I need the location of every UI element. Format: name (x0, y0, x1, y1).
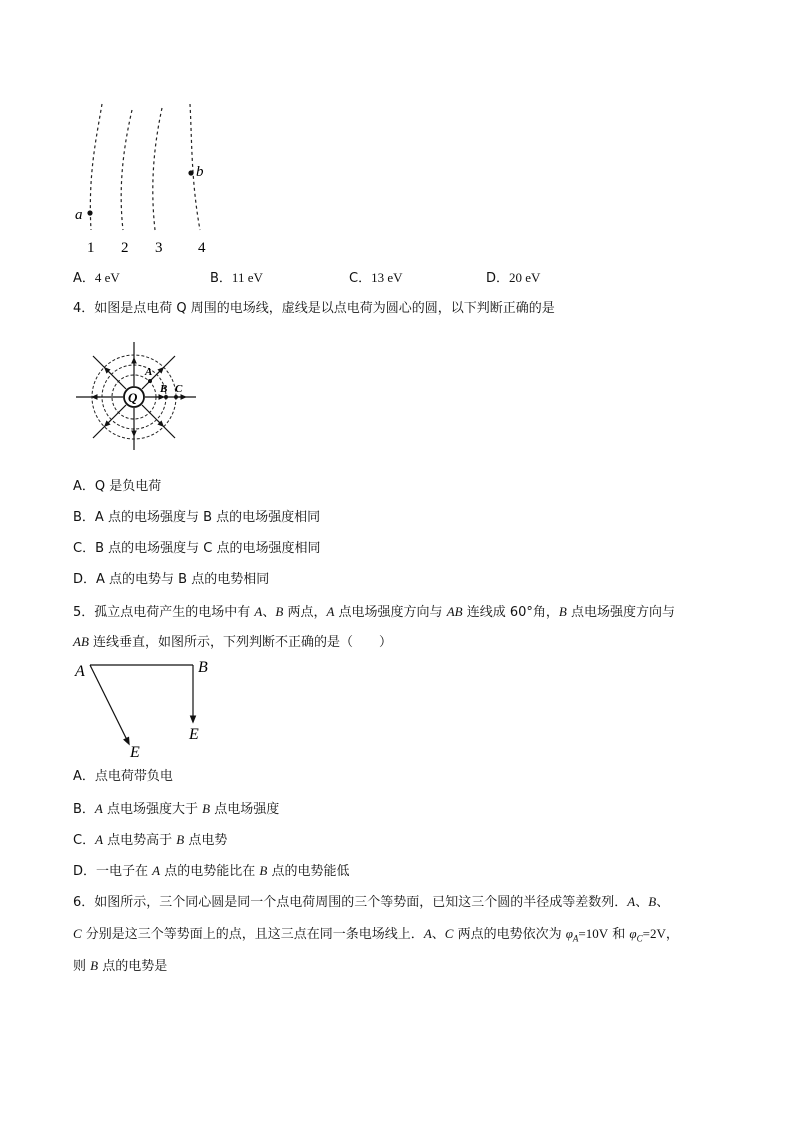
option-text: 11 eV (231, 270, 263, 285)
point-c-label: C (175, 383, 183, 395)
q6-line3: 则 B 点的电势是 (73, 958, 168, 974)
phi-c-symbol: φ (629, 926, 637, 941)
q4-option-a[interactable]: A．Q 是负电荷 (73, 479, 162, 494)
q5-option-b[interactable]: B．A 点电场强度大于 B 点电场强度 (73, 801, 280, 817)
q5-option-c[interactable]: C．A 点电势高于 B 点电势 (73, 832, 228, 848)
e-label-a: E (130, 744, 140, 761)
q5-option-d[interactable]: D．一电子在 A 点的电势能比在 B 点的电势能低 (73, 863, 350, 879)
point-a-label: a (75, 207, 83, 223)
option-letter: A． (73, 271, 95, 286)
q5-option-a[interactable]: A．点电荷带负电 (73, 769, 173, 784)
option-letter: D． (486, 271, 510, 286)
line-label-3: 3 (155, 240, 163, 256)
q6-line2: C 分别是这三个等势面上的点，且这三点在同一条电场线上．A、C 两点的电势依次为 $\varphi_A=10V$ 和 $\varphi_C=2V$， (73, 926, 679, 944)
line-label-1: 1 (87, 240, 95, 256)
field-vector-a (90, 665, 129, 744)
q4-option-b[interactable]: B．A 点的电场强度与 B 点的电场强度相同 (73, 510, 321, 525)
option-text: 20 eV (509, 270, 541, 285)
point-b-label: B (198, 659, 208, 676)
point-b-label: b (196, 164, 204, 180)
q4-stem: 4．如图是点电荷 Q 周围的电场线，虚线是以点电荷为圆心的圆，以下判断正确的是 (73, 301, 555, 316)
q6-line1: 6．如图所示，三个同心圆是同一个点电荷周围的三个等势面，已知这三个圆的半径成等差数列．A、B、 (73, 894, 670, 910)
point-a-label: A (145, 366, 153, 378)
q5-stem-line2: AB 连线垂直，如图所示，下列判断不正确的是（ ） (73, 634, 393, 650)
option-letter: B． (210, 271, 232, 286)
q4-option-d[interactable]: D．A 点的电势与 B 点的电势相同 (73, 572, 270, 587)
point-b-label: B (160, 383, 168, 395)
charge-q-label: Q (128, 390, 138, 405)
option-text: 13 eV (371, 270, 403, 285)
e-label-b: E (189, 726, 199, 743)
phi-a-symbol: φ (565, 926, 573, 941)
line-label-4: 4 (198, 240, 206, 256)
q4-option-c[interactable]: C．B 点的电场强度与 C 点的电场强度相同 (73, 541, 321, 556)
point-a-label: A (75, 663, 85, 680)
option-text: 4 eV (94, 270, 120, 285)
line-label-2: 2 (121, 240, 129, 256)
option-letter: C． (349, 271, 372, 286)
q5-stem-line1: 5．孤立点电荷产生的电场中有 A、B 两点，A 点电场强度方向与 AB 连线成 60°角，B 点电场强度方向与 (73, 604, 675, 620)
